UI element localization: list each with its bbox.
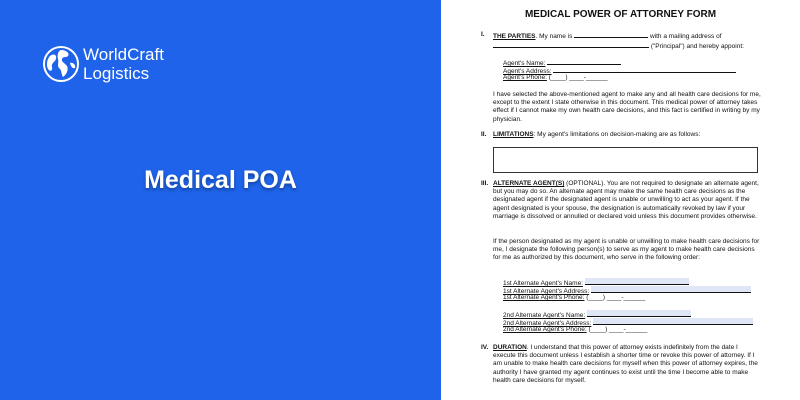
first-alternate-name-row: 1st Alternate Agent's Name: [503,278,689,288]
first-alternate-phone-row: 1st Alternate Agent's Phone: (____) ____-______ [503,294,646,301]
section-parties: I. THE PARTIES. My name is with a mailing address of ("Principal") and hereby appoint: [481,31,744,51]
section-number: I. [481,31,485,38]
second-alternate-address-field[interactable] [593,318,753,325]
second-alternate-phone-row: 2nd Alternate Agent's Phone: (____) ____-______ [503,326,648,333]
section-limitations: II. LIMITATIONS: My agent's limitations on decision-making are as follows: [481,131,701,138]
second-alternate-name-row: 2nd Alternate Agent's Name: [503,310,691,320]
section-heading: THE PARTIES [493,33,536,40]
section-heading: LIMITATIONS [493,131,534,138]
second-alternate-phone-field[interactable]: (____) ____-______ [588,326,648,333]
form-title: MEDICAL POWER OF ATTORNEY FORM [524,9,717,20]
section-alternate-agents: III. ALTERNATE AGENT(S) (OPTIONAL). You are not required to designate an alternate agent, but you may do so. An alternate agent may make the same health care decisions as the designated agent if the designated agent is unable or unwilling to act as your agent. If the agent designated is your spouse, the designation is automatically revoked by law if your marriage is dissolved or annulled or declared void unless this document provides otherwise. [481,180,759,220]
section-heading: ALTERNATE AGENT(S) [493,180,565,187]
form-document [441,0,800,400]
first-alternate-address-field[interactable] [591,286,751,293]
second-alternate-name-field[interactable] [587,310,691,317]
agent-name-field[interactable] [547,58,621,65]
logo[interactable] [41,44,164,84]
globe-icon [41,44,81,84]
first-alternate-name-field[interactable] [585,278,689,285]
agent-phone-row: Agent's Phone: (____) ____-______ [503,74,608,81]
parties-paragraph: I have selected the above-mentioned agent to make any and all health care decisions for me, except to the extent I state otherwise in this document. This medical power of attorney takes effect if I cannot make my own health care decisions, and this fact is certified in writing by my physician. [493,91,761,123]
agent-phone-field[interactable]: (____) ____-______ [548,74,608,81]
limitations-textbox[interactable] [493,147,758,173]
principal-address-field[interactable] [493,41,649,48]
first-alternate-address-row: 1st Alternate Agent's Address: [503,286,751,296]
agent-address-row: Agent's Address: [503,66,736,76]
alternate-paragraph: If the person designated as my agent is unable or unwilling to make health care decisions for me, I designate the following person(s) to serve as my agent to make health care decisions for me as authorized by this document, who serve in the following order: [493,238,760,262]
brand-line-1: WorldCraft [83,45,164,64]
hero-title: Medical POA [144,166,297,194]
second-alternate-address-row: 2nd Alternate Agent's Address: [503,318,753,328]
brand-line-2: Logistics [83,64,150,83]
brand-name [83,45,164,83]
section-heading: DURATION [493,344,527,351]
first-alternate-phone-field[interactable]: (____) ____-______ [586,294,646,301]
agent-address-field[interactable] [553,66,736,73]
principal-name-field[interactable] [574,31,648,38]
agent-name-row: Agent's Name: [503,58,621,68]
section-duration: IV. DURATION. I understand that this power of attorney exists indefinitely from the date I execute this document unless I establish a shorter time or revoke this power of attorney. If I am unable to make health care decisions for myself when this power of attorney expires, the authority I have granted my agent continues to exist until the time I become able to make health care decisions for myself. [481,344,758,384]
